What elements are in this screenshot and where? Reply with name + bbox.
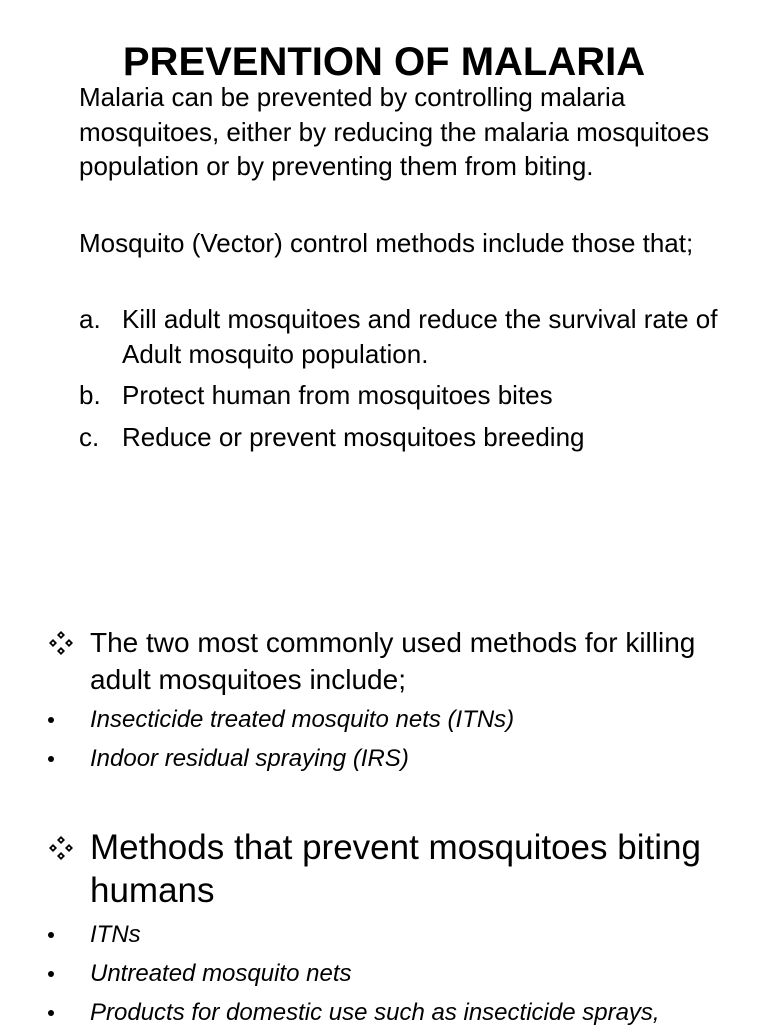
list-item — [48, 997, 768, 1029]
list-item — [48, 704, 768, 736]
killing-methods-heading — [48, 624, 748, 698]
list-item — [48, 743, 768, 775]
list-item — [48, 919, 768, 951]
list-marker: a. — [79, 304, 101, 334]
list-item-text: Protect human from mosquitoes bites — [122, 380, 553, 410]
bullet-dot-icon — [48, 971, 54, 977]
list-marker: b. — [79, 380, 101, 410]
four-diamond-bullet-icon — [48, 835, 74, 861]
list-item — [79, 378, 759, 413]
section-heading-text: The two most commonly used methods for killing adult mosquitoes include; — [90, 627, 696, 695]
list-item-text: Insecticide treated mosquito nets (ITNs) — [90, 706, 515, 733]
list-item-text: Indoor residual spraying (IRS) — [90, 745, 409, 772]
list-item-text: Untreated mosquito nets — [90, 960, 352, 987]
vector-control-methods-list — [79, 302, 759, 461]
bullet-dot-icon — [48, 932, 54, 938]
list-marker: c. — [79, 421, 100, 452]
intro-paragraph: Malaria can be prevented by controlling malaria mosquitoes, either by reducing the malaria mosquitoes population or by preventing them from biting. — [79, 82, 710, 181]
bullet-dot-icon — [48, 717, 54, 723]
biting-prevention-heading — [48, 826, 748, 912]
biting-prevention-list — [48, 919, 768, 1036]
list-item — [48, 958, 768, 990]
list-item-text: Reduce or prevent mosquitoes breeding — [122, 421, 585, 452]
bullet-dot-icon — [48, 756, 54, 762]
list-item-text: Kill adult mosquitoes and reduce the survival rate of Adult mosquito population. — [122, 304, 718, 369]
list-item — [79, 302, 759, 371]
page-title: PREVENTION OF MALARIA — [122, 40, 646, 84]
list-item — [79, 420, 759, 455]
list-item-text: ITNs — [90, 921, 141, 948]
section-heading-text: Methods that prevent mosquitoes biting humans — [90, 828, 701, 910]
four-diamond-bullet-icon — [48, 630, 74, 656]
list-item-text: Products for domestic use such as insecticide sprays, — [90, 999, 660, 1026]
vector-control-intro: Mosquito (Vector) control methods include those that; — [79, 228, 694, 258]
bullet-dot-icon — [48, 1010, 54, 1016]
killing-methods-list — [48, 704, 768, 782]
